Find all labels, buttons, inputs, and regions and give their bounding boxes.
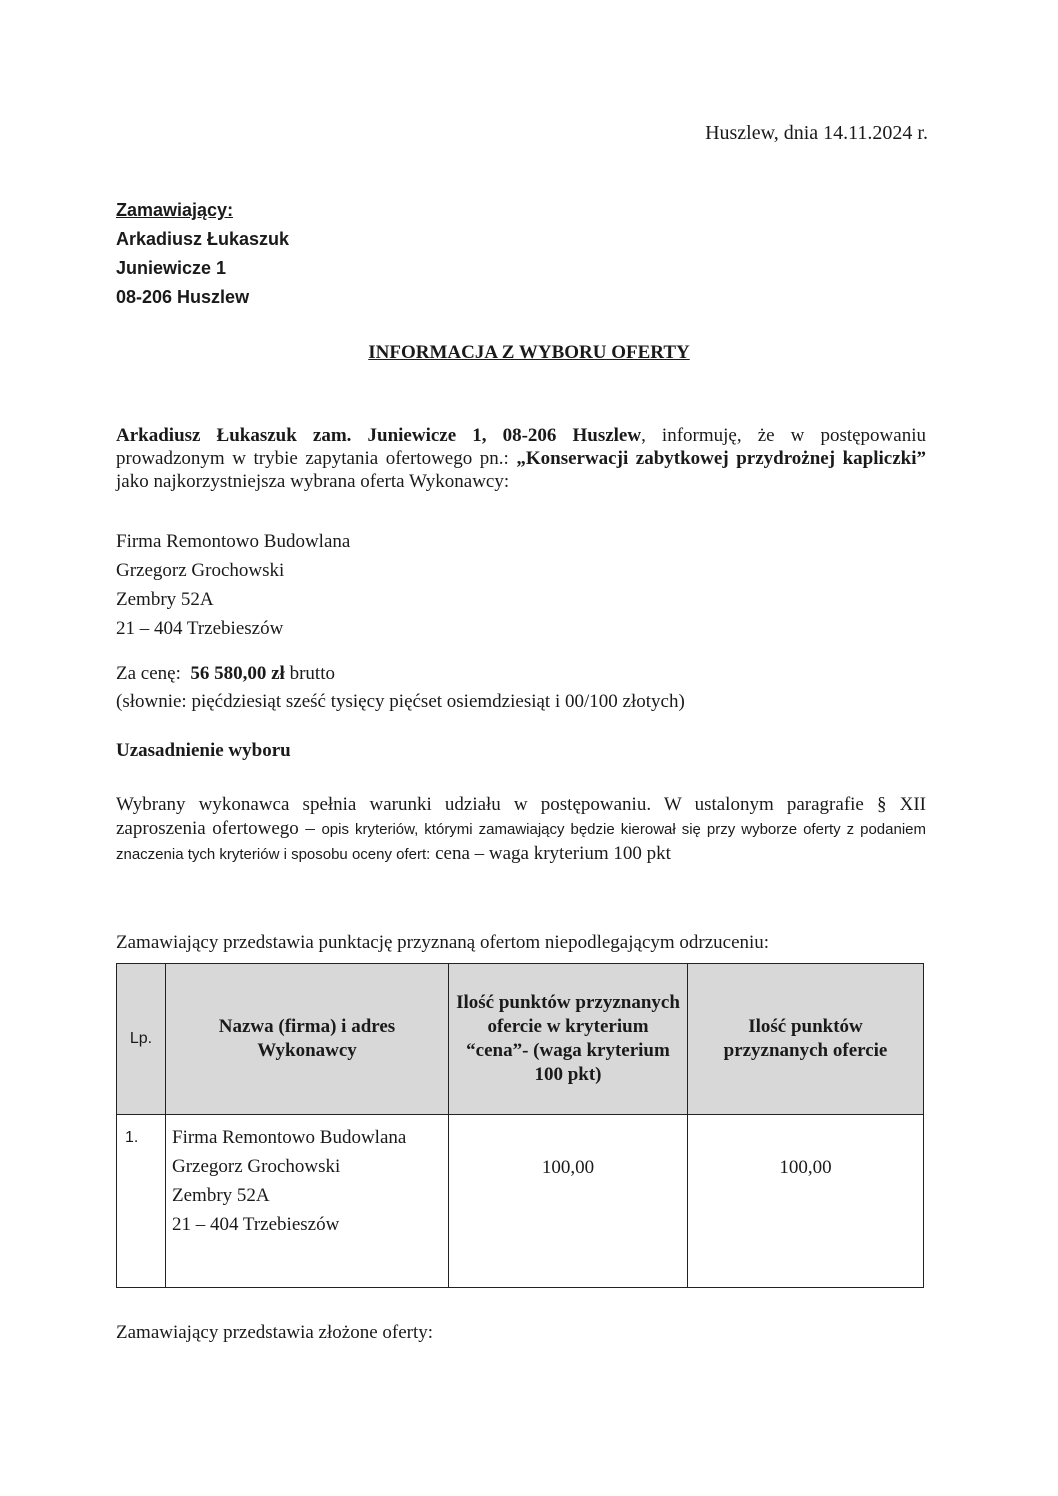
justification-text-1: Wybrany wykonawca spełnia warunki udziału w postępowaniu. W ustalonym paragrafie § XII zaproszenia ofertowego – [116,794,926,839]
justification-paragraph [116,793,926,867]
row-firm [166,1115,449,1288]
intro-text-1: , informuję, że w postępowaniu prowadzonym w trybie zapytania ofertowego pn.: [116,425,926,469]
price-label: Za cenę: [116,663,181,684]
client-name: Arkadiusz Łukaszuk [116,229,290,249]
row-city: 21 – 404 Trzebieszów [172,1214,340,1235]
intro-text-2: jako najkorzystniejsza wybrana oferta Wykonawcy: [116,471,510,492]
header-lp: Lp. [117,964,166,1115]
row-lp: 1. [117,1115,166,1288]
row-price-points: 100,00 [449,1115,688,1288]
winner-street: Zembry 52A [116,589,214,610]
justification-text-small: opis kryteriów, którymi zamawiający będzie kierował się przy wyborze oferty z podaniem znaczenia tych kryteriów i sposobu oceny ofert: [116,821,926,863]
client-street: Juniewicze 1 [116,258,227,278]
header-total-points: Ilość punktów przyznanych ofercie [688,964,924,1115]
row-company: Firma Remontowo Budowlana [172,1127,407,1148]
offers-intro: Zamawiający przedstawia złożone oferty: [116,1322,434,1343]
scores-table [116,963,924,1288]
price-in-words: (słownie: pięćdziesiąt sześć tysięcy pięćset osiemdziesiąt i 00/100 złotych) [116,691,685,712]
winner-company: Firma Remontowo Budowlana [116,531,351,552]
price-suffix: brutto [284,663,335,684]
client-label: Zamawiający: [116,200,234,220]
justification-heading: Uzasadnienie wyboru [116,740,291,761]
price-block [116,660,685,716]
row-total-points: 100,00 [688,1115,924,1288]
client-block [116,196,289,312]
scores-header-row [117,964,924,1115]
justification-text-2: cena – waga kryterium 100 pkt [430,843,671,864]
header-name: Nazwa (firma) i adres Wykonawcy [166,964,449,1115]
intro-paragraph [116,424,926,493]
client-city: 08-206 Huszlew [116,287,250,307]
date-line: Huszlew, dnia 14.11.2024 r. [705,122,928,144]
table-row [117,1115,924,1288]
winner-block [116,527,350,643]
scores-intro: Zamawiający przedstawia punktację przyznaną ofertom niepodlegającym odrzuceniu: [116,932,770,953]
intro-procurement-name: „Konserwacji zabytkowej przydrożnej kapliczki” [516,448,926,469]
row-street: Zembry 52A [172,1185,270,1206]
header-price-points: Ilość punktów przyznanych ofercie w kryterium “cena”- (waga kryterium 100 pkt) [449,964,688,1115]
intro-lead: Arkadiusz Łukaszuk zam. Juniewicze 1, 08-206 Huszlew [116,425,642,446]
row-person: Grzegorz Grochowski [172,1156,341,1177]
winner-person: Grzegorz Grochowski [116,560,285,581]
winner-city: 21 – 404 Trzebieszów [116,618,284,639]
price-line [116,660,685,688]
document-title: INFORMACJA Z WYBORU OFERTY [368,342,690,363]
price-amount: 56 580,00 zł [190,663,285,684]
